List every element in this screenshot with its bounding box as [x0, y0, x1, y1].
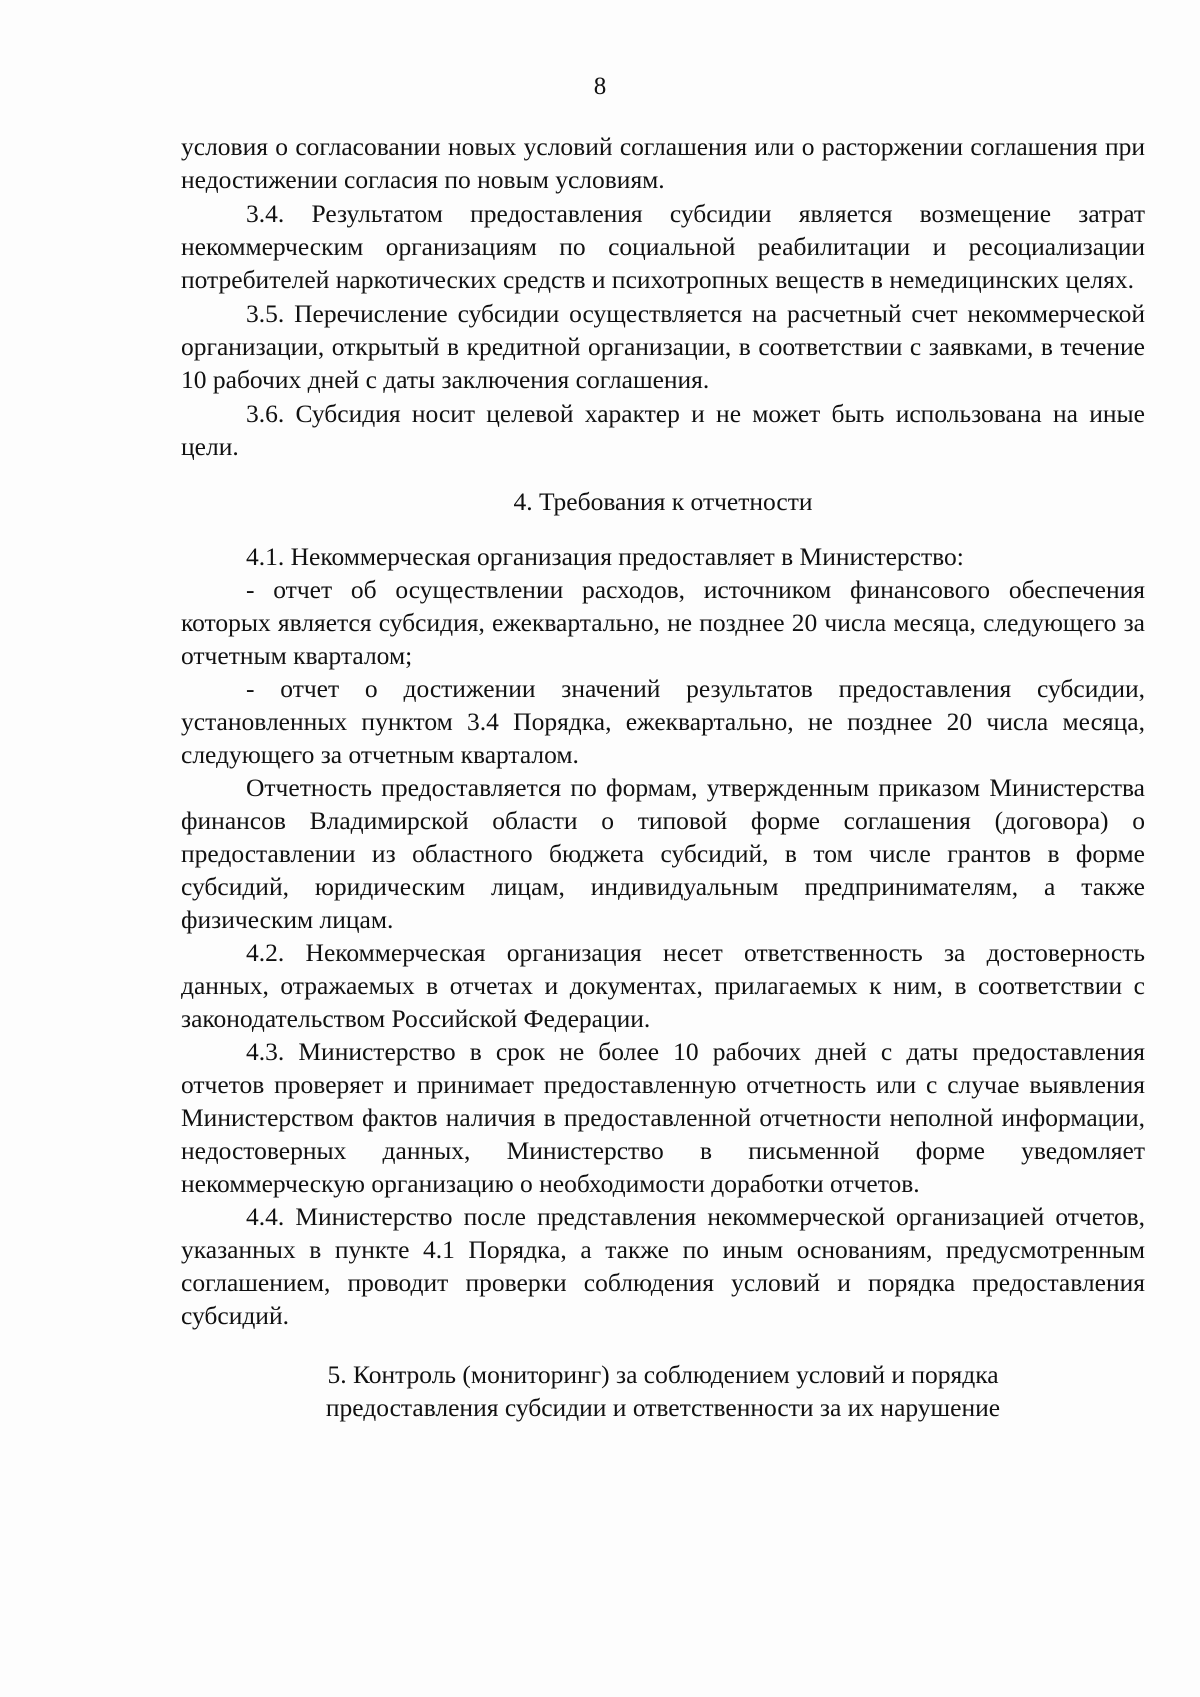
paragraph-4-1-item-results: - отчет о достижении значений результатов предоставления субсидии, установленных пунктом 3.4 Порядка, ежеквартально, не позднее 20 числа месяца, следующего за отчетным кварталом. — [181, 674, 1145, 769]
paragraph-4-4: 4.4. Министерство после представления некоммерческой организацией отчетов, указанных в пункте 4.1 Порядка, а также по иным основаниям, предусмотренным соглашением, проводит проверки соблюдения условий и порядка предоставления субсидий. — [181, 1202, 1145, 1330]
section-heading-5-line-2: предоставления субсидии и ответственности за их нарушение — [325, 1393, 1001, 1422]
paragraph-4-1-item-expenses: - отчет об осуществлении расходов, источником финансового обеспечения которых является субсидия, ежеквартально, не позднее 20 числа месяца, следующего за отчетным кварталом; — [181, 575, 1145, 670]
section-heading-5 — [181, 1358, 1145, 1424]
paragraph-continuation: условия о согласовании новых условий соглашения или о расторжении соглашения при недостижении согласия по новым условиям. — [181, 132, 1145, 194]
paragraph-3-5: 3.5. Перечисление субсидии осуществляется на расчетный счет некоммерческой организации, открытый в кредитной организации, в соответствии с заявками, в течение 10 рабочих дней с даты заключения соглашения. — [181, 299, 1145, 394]
section-heading-5-line-1: 5. Контроль (мониторинг) за соблюдением условий и порядка — [327, 1360, 999, 1389]
page-number: 8 — [593, 73, 607, 100]
paragraph-3-6: 3.6. Субсидия носит целевой характер и не может быть использована на иные цели. — [181, 399, 1145, 461]
document-body — [181, 130, 1145, 1424]
section-heading-4: 4. Требования к отчетности — [513, 487, 813, 516]
paragraph-4-2: 4.2. Некоммерческая организация несет ответственность за достоверность данных, отражаемых в отчетах и документах, прилагаемых к ним, в соответствии с законодательством Российской Федерации. — [181, 938, 1145, 1033]
paragraph-4-1-forms: Отчетность предоставляется по формам, утвержденным приказом Министерства финансов Владимирской области о типовой форме соглашения (договора) о предоставлении из областного бюджета субсидий, в том числе грантов в форме субсидий, юридическим лицам, индивидуальным предпринимателям, а также физическим лицам. — [181, 773, 1145, 934]
paragraph-4-3: 4.3. Министерство в срок не более 10 рабочих дней с даты предоставления отчетов проверяет и принимает предоставленную отчетность или с случае выявления Министерством фактов наличия в предоставленной отчетности неполной информации, недостоверных данных, Министерство в письменной форме уведомляет некоммерческую организацию о необходимости доработки отчетов. — [181, 1037, 1145, 1198]
paragraph-3-4: 3.4. Результатом предоставления субсидии является возмещение затрат некоммерческим организациям по социальной реабилитации и ресоциализации потребителей наркотических средств и психотропных веществ в немедицинских целях. — [181, 199, 1145, 294]
paragraph-4-1: 4.1. Некоммерческая организация предоставляет в Министерство: — [246, 542, 964, 571]
